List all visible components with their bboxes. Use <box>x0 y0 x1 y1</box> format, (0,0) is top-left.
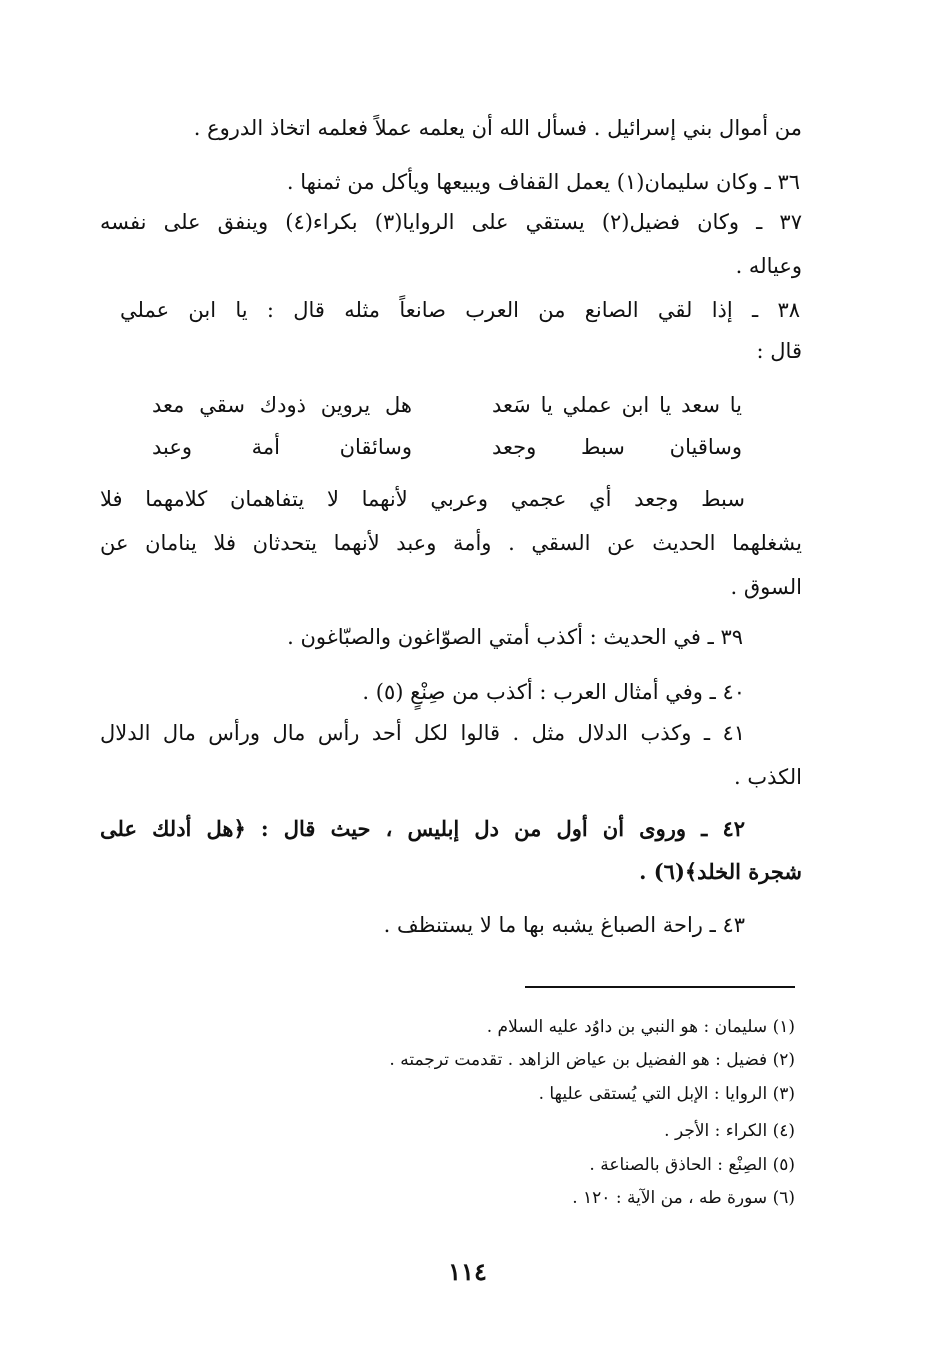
verse-hemistich-second: وسائقان أمة وعبد <box>152 435 412 459</box>
verse-hemistich-second: هل يروين ذودك سقي معد <box>152 393 412 417</box>
text-line: السوق . <box>730 575 802 599</box>
text-line: يشغلهما الحديث عن السقي . وأمة وعبد لأنهما يتحدثان فلا ينامان عن <box>100 531 802 555</box>
text-line: ٤٣ ـ راحة الصباغ يشبه بها ما لا يستنظف . <box>383 913 745 937</box>
footnote: (٤) الكراء : الأجر . <box>664 1121 795 1141</box>
text-line: سبط وجعد أي عجمي وعربي لأنهما لا يتفاهمان كلامهما فلا <box>100 487 745 511</box>
footnote: (١) سليمان : هو النبي بن داوُد عليه السلام . <box>486 1017 795 1037</box>
text-line: ٣٧ ـ وكان فضيل(٢) يستقي على الروايا(٣) بكراء(٤) وينفق على نفسه <box>100 210 802 234</box>
footnote-separator <box>525 986 795 988</box>
footnote: (٣) الروايا : الإبل التي يُستقى عليها . <box>538 1084 795 1104</box>
text-line: ٤٠ ـ وفي أمثال العرب : أكذب من صِنْعٍ (٥) . <box>362 680 745 704</box>
text-line: شجرة الخلد﴾(٦) . <box>639 859 802 884</box>
verse-hemistich-first: وساقيان سبط وجعد <box>492 435 742 459</box>
text-line: ٣٩ ـ في الحديث : أكذب أمتي الصوّاغون والصبّاغون . <box>287 625 743 649</box>
footnote: (٢) فضيل : هو الفضيل بن عياض الزاهد . تقدمت ترجمته . <box>389 1050 795 1070</box>
text-line: وعياله . <box>735 254 802 278</box>
text-line: الكذب . <box>734 765 802 789</box>
footnote: (٥) الصِنْع : الحاذق بالصناعة . <box>589 1155 795 1175</box>
text-line: ٣٨ ـ إذا لقي الصانع من العرب صانعاً مثله قال : يا ابن عملي <box>120 298 801 322</box>
text-line: ٤٢ ـ وروى أن أول من دل إبليس ، حيث قال : ﴿هل أدلك على <box>100 816 745 841</box>
verse-hemistich-first: يا سعد يا ابن عملي يا سَعد <box>492 393 742 417</box>
verse-row <box>152 388 742 422</box>
text-line: من أموال بني إسرائيل . فسأل الله أن يعلمه عملاً فعلمه اتخاذ الدروع . <box>193 116 802 140</box>
verse-row <box>152 430 742 464</box>
footnote: (٦) سورة طه ، من الآية : ١٢٠ . <box>572 1188 795 1208</box>
page-number: ١١٤ <box>448 1257 487 1286</box>
text-line: ٣٦ ـ وكان سليمان(١) يعمل القفاف ويبيعها ويأكل من ثمنها . <box>286 170 800 194</box>
text-line: قال : <box>756 339 802 363</box>
text-line: ٤١ ـ وكذب الدلال مثل . قالوا لكل أحد رأس مال ورأس مال الدلال <box>100 721 745 745</box>
